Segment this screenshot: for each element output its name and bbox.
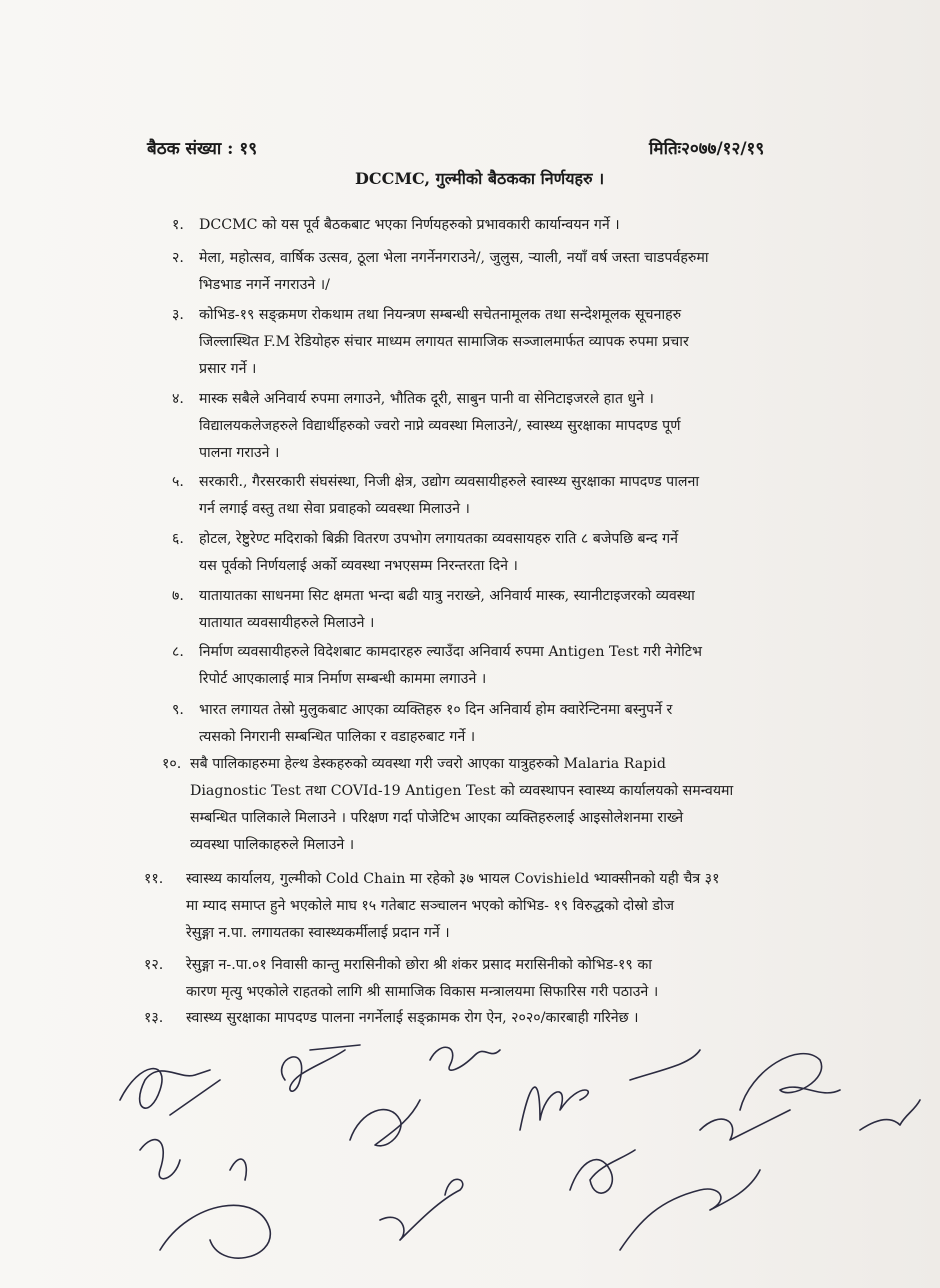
- decision-text: [199, 697, 672, 751]
- decision-number: ८.: [172, 644, 184, 660]
- decision-line: विद्यालयकलेजहरुले विद्यार्थीहरुको ज्वरो नाप्ने व्यवस्था मिलाउने/, स्वास्थ्य सुरक्षाका मापदण्ड पूर्ण: [199, 418, 681, 434]
- decision-line: यातायातका साधनमा सिट क्षमता भन्दा बढी यात्रु नराख्ने, अनिवार्य मास्क, स्यानीटाइजरको व्यवस्था: [199, 588, 695, 604]
- decision-line: व्यवस्था पालिकाहरुले मिलाउने ।: [190, 837, 355, 853]
- decision-line: सबै पालिकाहरुमा हेल्थ डेस्कहरुको व्यवस्था गरी ज्वरो आएका यात्रुहरुको Malaria Rapid: [190, 756, 666, 772]
- signature-1: [120, 1069, 220, 1115]
- decision-number: ९.: [172, 702, 184, 718]
- decision-number: ११.: [144, 871, 164, 887]
- decision-line: सम्बन्धित पालिकाले मिलाउने । परिक्षण गर्दा पोजेटिभ आएका व्यक्तिहरुलाई आइसोलेशनमा राख्ने: [190, 810, 684, 826]
- decision-number: १.: [172, 217, 184, 233]
- signature-4: [520, 1050, 700, 1130]
- decision-line: स्वास्थ्य सुरक्षाका मापदण्ड पालना नगर्नेलाई सङ्क्रामक रोग ऐन, २०२०/कारबाही गरिनेछ ।: [186, 1010, 639, 1026]
- decision-text: [186, 866, 719, 947]
- decision-text: [199, 245, 709, 299]
- decision-text: [199, 302, 689, 383]
- decision-line: यस पूर्वको निर्णयलाई अर्को व्यवस्था नभएसम्म निरन्तरता दिने ।: [199, 558, 518, 574]
- decision-text: [199, 526, 678, 580]
- decision-line: होटल, रेष्टुरेण्ट मदिराको बिक्री वितरण उपभोग लगायतका व्यवसायहरु राति ८ बजेपछि बन्द गर्ने: [199, 531, 678, 547]
- decision-line: मास्क सबैले अनिवार्य रुपमा लगाउने, भौतिक दूरी, साबुन पानी वा सेनिटाइजरले हात धुने ।: [199, 391, 654, 407]
- decision-text: [199, 639, 702, 693]
- decision-text: [199, 469, 699, 523]
- decision-number: ६.: [172, 531, 184, 547]
- meeting-date: मितिः२०७७/१२/१९: [649, 139, 765, 159]
- signature-12: [620, 1170, 760, 1250]
- decision-text: [186, 952, 658, 1006]
- decision-line: Diagnostic Test तथा COVId-19 Antigen Test को व्यवस्थापन स्वास्थ्य कार्यालयको समन्वयमा: [190, 783, 734, 799]
- decision-line: मेला, महोत्सव, वार्षिक उत्सव, ठूला भेला नगर्नेनगराउने/, जुलुस, ऱ्याली, नयाँ वर्ष जस्ता चाडपर्वहरुमा: [199, 250, 709, 266]
- decision-line: कोभिड-१९ सङ्क्रमण रोकथाम तथा नियन्त्रण सम्बन्धी सचेतनामूलक तथा सन्देशमूलक सूचनाहरु: [199, 307, 682, 323]
- meeting-number: बैठक संख्या : १९: [147, 139, 258, 159]
- signature-5: [740, 1054, 840, 1110]
- decision-line: रेसुङ्गा न.पा. लगायतका स्वास्थ्यकर्मीलाई प्रदान गर्ने ।: [186, 925, 450, 941]
- decision-text: [199, 212, 620, 239]
- decision-line: सरकारी., गैरसरकारी संघसंस्था, निजी क्षेत्र, उद्योग व्यवसायीहरुले स्वास्थ्य सुरक्षाका मापदण्ड पालना: [199, 474, 700, 490]
- decision-line: स्वास्थ्य कार्यालय, गुल्मीको Cold Chain मा रहेको ३७ भायल Covishield भ्याक्सीनको यही चैत्र ३१: [186, 871, 720, 887]
- decision-text: [199, 583, 695, 637]
- decision-line: प्रसार गर्ने ।: [199, 361, 257, 377]
- signature-11: [570, 1150, 635, 1193]
- decision-number: १३.: [144, 1010, 164, 1026]
- decision-text: [199, 386, 680, 467]
- decision-line: DCCMC को यस पूर्व बैठकबाट भएका निर्णयहरुको प्रभावकारी कार्यान्वयन गर्ने ।: [199, 217, 620, 233]
- signature-3: [430, 1047, 500, 1070]
- decision-line: पालना गराउने ।: [199, 445, 280, 461]
- signatures: [100, 1020, 930, 1280]
- signature-6: [860, 1100, 920, 1130]
- decision-number: २.: [172, 250, 184, 266]
- decision-number: ३.: [172, 307, 184, 323]
- decision-line: भिडभाड नगर्ने नगराउने ।/: [199, 277, 330, 293]
- signature-10: [380, 1179, 463, 1240]
- decision-line: जिल्लास्थित F.M रेडियोहरु संचार माध्यम लगायत सामाजिक सञ्जालमार्फत व्यापक रुपमा प्रचार: [199, 334, 689, 350]
- signature-8: [350, 1100, 420, 1146]
- decision-line: रिपोर्ट आएकालाई मात्र निर्माण सम्बन्धी काममा लगाउने ।: [199, 671, 487, 687]
- signature-7: [140, 1140, 180, 1179]
- decision-line: गर्न लगाई वस्तु तथा सेवा प्रवाहको व्यवस्था मिलाउने ।: [199, 501, 470, 517]
- decision-number: १२.: [144, 957, 164, 973]
- decision-line: भारत लगायत तेस्रो मुलुकबाट आएका व्यक्तिहरु १० दिन अनिवार्य होम क्वारेन्टिनमा बस्नुपर्ने र: [199, 702, 673, 718]
- decision-number: ७.: [172, 588, 184, 604]
- signature-2: [282, 1045, 360, 1091]
- decision-line: यातायात व्यवसायीहरुले मिलाउने ।: [199, 615, 375, 631]
- decision-line: निर्माण व्यवसायीहरुले विदेशबाट कामदारहरु ल्याउँदा अनिवार्य रुपमा Antigen Test गरी नेगेटिभ: [199, 644, 702, 660]
- decision-number: ५.: [172, 474, 184, 490]
- decision-number: ४.: [172, 391, 184, 407]
- signature-9: [160, 1159, 270, 1258]
- decision-number: १०.: [162, 756, 182, 772]
- decision-line: त्यसको निगरानी सम्बन्धित पालिका र वडाहरुबाट गर्ने ।: [199, 729, 476, 745]
- decision-line: कारण मृत्यु भएकोले राहतको लागि श्री सामाजिक विकास मन्त्रालयमा सिफारिस गरी पठाउने ।: [186, 984, 659, 1000]
- signature-13: [700, 1110, 790, 1140]
- decision-line: रेसुङ्गा न-.पा.०१ निवासी कान्तु मरासिनीको छोरा श्री शंकर प्रसाद मरासिनीको कोभिड-१९ का: [186, 957, 652, 973]
- decision-text: [190, 751, 733, 859]
- document-title: DCCMC, गुल्मीको बैठकका निर्णयहरु ।: [355, 169, 605, 188]
- decision-line: मा म्याद समाप्त हुने भएकोले माघ १५ गतेबाट सञ्चालन भएको कोभिड- १९ विरुद्धको दोस्रो डोज: [186, 898, 675, 914]
